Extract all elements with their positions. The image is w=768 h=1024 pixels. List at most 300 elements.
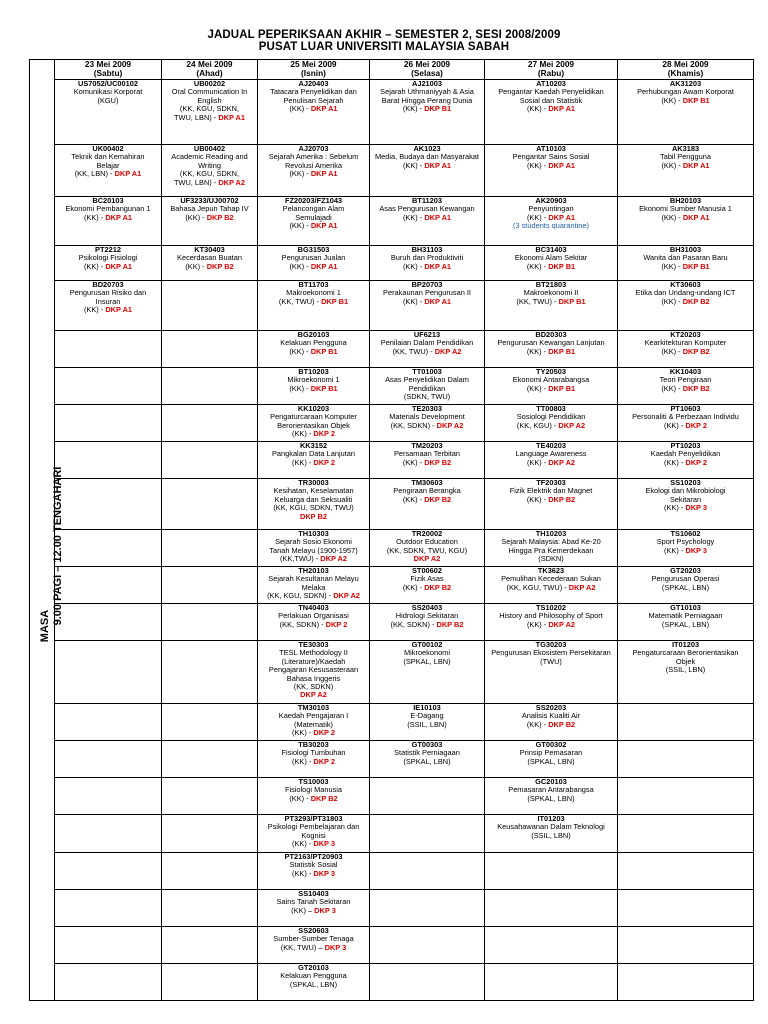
venue-badge: DKP A1 — [105, 261, 133, 271]
exam-entry — [258, 246, 370, 281]
centre-list: (KK) - — [289, 221, 311, 231]
course-line: Language Awareness — [515, 449, 587, 459]
centre-list: (KK) - — [83, 261, 106, 271]
course-line: Bahasa Jepun Tahap IV — [170, 204, 249, 214]
course-line: Statistik Sosial — [289, 860, 338, 870]
empty-cell — [162, 530, 258, 567]
course-line: Sosial dan Statistik — [519, 95, 583, 105]
course-line: (SDKN, TWU) — [403, 392, 451, 402]
exam-entry — [258, 741, 370, 778]
centre-list: (KK) - — [661, 346, 683, 356]
venue-line — [258, 621, 369, 629]
course-line: Psikologi Fisiologi — [78, 253, 138, 263]
venue-badge: DKP A2 — [436, 420, 464, 430]
venue-badge: DKP 2 — [313, 728, 335, 738]
venue-badge: DKP A2 — [320, 554, 347, 564]
exam-entry — [55, 145, 162, 197]
venue-line — [618, 385, 753, 393]
course-code: TE20303 — [412, 404, 442, 413]
venue-badge: DKP B2 — [682, 383, 710, 393]
course-line: (SPKAL, LBN) — [527, 756, 575, 766]
course-line: Sejarah Kesultanan Melayu — [268, 574, 359, 584]
venue-badge: DKP B2 — [206, 261, 234, 271]
course-code: TS10003 — [298, 777, 329, 786]
venue-badge: DKP A2 — [333, 591, 360, 601]
exam-entry — [258, 80, 370, 145]
venue-line — [258, 729, 369, 737]
course-line: Pemasaran Antarabangsa — [508, 785, 594, 795]
exam-entry — [485, 197, 618, 246]
course-line: Pengaturcaraan Berorientasikan — [632, 648, 739, 658]
table-row — [30, 281, 754, 331]
exam-entry — [485, 145, 618, 197]
day-date: 27 Mei 2009 — [527, 59, 575, 69]
table-row — [30, 741, 754, 778]
exam-entry — [370, 530, 485, 567]
venue-badge: DKP 3 — [324, 942, 347, 952]
course-line: (KK, KGU, SDKN, TWU) — [273, 503, 354, 513]
course-line: Ekonomi Antarabangsa — [512, 375, 590, 385]
empty-cell — [618, 890, 754, 927]
day-date: 28 Mei 2009 — [662, 59, 709, 69]
course-line: Sains Tanah Sekitaran — [276, 897, 351, 907]
centre-list: (KK) - — [185, 261, 207, 271]
exam-entry — [370, 479, 485, 530]
exam-entry — [485, 331, 618, 368]
exam-entry — [370, 145, 485, 197]
course-line: Berorientasikan Objek — [277, 420, 350, 430]
course-code: BG20103 — [297, 330, 330, 339]
exam-entry — [258, 368, 370, 405]
centre-list: (KK) - — [526, 619, 549, 629]
course-line: Psikologi Pembelajaran dan — [267, 822, 360, 832]
course-line: Mikroekonomi — [403, 648, 450, 658]
course-code: PT10603 — [670, 404, 701, 413]
venue-line — [370, 214, 484, 222]
course-line: (SDKN) — [538, 554, 564, 564]
venue-badge: DKP A1 — [682, 160, 710, 170]
course-line: Penilaian Dalam Pendidikan — [380, 338, 474, 348]
venue-line — [55, 214, 161, 222]
venue-badge: DKP B1 — [548, 261, 576, 271]
empty-cell — [370, 927, 485, 964]
exam-entry — [258, 281, 370, 331]
course-code: AK20903 — [535, 196, 567, 205]
course-code: PT10203 — [670, 441, 701, 450]
course-code: GC20103 — [535, 777, 567, 786]
course-line: Fisiologi Tumbuhan — [281, 748, 346, 758]
exam-entry — [55, 246, 162, 281]
course-line: English — [197, 95, 222, 105]
course-line: Matematik Perniagaan — [648, 611, 723, 621]
course-code: AJ21003 — [412, 79, 442, 88]
course-line: Asas Penyelidikan Dalam — [385, 375, 469, 385]
course-code: AT10203 — [536, 79, 566, 88]
course-code: KT30603 — [670, 280, 701, 289]
course-line: Melaka — [301, 582, 326, 592]
day-name: (Sabtu) — [93, 68, 123, 78]
course-line: Pengaturcaraan Komputer — [270, 412, 357, 422]
course-line: Pengantar Sains Sosial — [512, 152, 590, 162]
course-line: Prinsip Pemasaran — [519, 748, 583, 758]
empty-cell — [55, 641, 162, 704]
course-line: Fizik Elektrik dan Magnet — [509, 486, 593, 496]
course-code: SS10203 — [670, 478, 701, 487]
course-code: BG31503 — [297, 245, 330, 254]
course-code: TM30103 — [297, 703, 330, 712]
empty-cell — [162, 927, 258, 964]
venue-line — [162, 179, 257, 187]
exam-entry — [370, 442, 485, 479]
course-code: KT30403 — [194, 245, 225, 254]
course-line: Writing — [198, 160, 221, 170]
course-code: TH10203 — [535, 529, 567, 538]
centre-list: (KK) - — [292, 756, 314, 766]
venue-badge: DKP 3 — [685, 503, 707, 513]
empty-cell — [162, 815, 258, 853]
venue-badge: DKP B2 — [424, 582, 452, 592]
course-code: TT00803 — [536, 404, 566, 413]
course-code: BH20103 — [669, 196, 702, 205]
venue-badge: DKP A1 — [682, 212, 710, 222]
exam-entry — [485, 604, 618, 641]
course-line: Ekologi dan Mikrobiologi — [645, 486, 726, 496]
venue-badge: DKP A1 — [424, 212, 452, 222]
exam-entry — [618, 368, 754, 405]
venue-line — [618, 504, 753, 512]
course-code: AK1023 — [413, 144, 441, 153]
venue-line — [258, 592, 369, 600]
empty-cell — [55, 890, 162, 927]
course-line: Pengurusan Kewangan Lanjutan — [497, 338, 605, 348]
course-code: TS10202 — [536, 603, 566, 612]
course-code: IE10103 — [413, 703, 441, 712]
venue-line — [162, 214, 257, 222]
course-line: Tanah Melayu (1900-1957) — [269, 545, 358, 555]
empty-cell — [485, 890, 618, 927]
course-code: IT01203 — [671, 640, 700, 649]
centre-list: (KK, TWU) - — [278, 296, 322, 306]
exam-entry — [55, 281, 162, 331]
course-line: Keluarga dan Seksualiti — [274, 494, 353, 504]
exam-entry — [370, 368, 485, 405]
course-code: GT20103 — [298, 963, 329, 972]
course-code: UB00402 — [193, 144, 226, 153]
course-code: TN40403 — [298, 603, 329, 612]
day-name: (Khamis) — [667, 68, 704, 78]
venue-line — [618, 162, 753, 170]
course-code: TR20002 — [411, 529, 443, 538]
course-code: TM30603 — [411, 478, 443, 487]
venue-line — [258, 795, 369, 803]
venue-line — [618, 547, 753, 555]
venue-badge: DKP B2 — [548, 719, 576, 729]
table-row — [30, 331, 754, 368]
venue-line — [258, 944, 369, 952]
exam-schedule-table — [29, 59, 754, 1001]
centre-list: (KK, TWU) - — [516, 296, 559, 306]
course-code: KK10403 — [669, 367, 702, 376]
centre-list: (KK) - — [526, 160, 549, 170]
venue-line — [370, 496, 484, 504]
empty-cell — [55, 530, 162, 567]
empty-cell — [162, 964, 258, 1001]
table-row — [30, 853, 754, 890]
course-line: (SSIL, LBN) — [407, 719, 447, 729]
table-row — [30, 442, 754, 479]
exam-entry — [258, 530, 370, 567]
exam-entry — [618, 145, 754, 197]
exam-entry — [55, 80, 162, 145]
course-code: TH10303 — [298, 529, 329, 538]
centre-list: (KK) - — [664, 503, 686, 513]
venue-line — [485, 348, 617, 356]
empty-cell — [162, 704, 258, 741]
exam-entry — [258, 815, 370, 853]
venue-badge: DKP 2 — [313, 429, 335, 439]
venue-line — [258, 758, 369, 766]
venue-badge: DKP B2 — [424, 494, 452, 504]
empty-cell — [618, 778, 754, 815]
centre-list: (KK) - — [289, 261, 311, 271]
empty-cell — [55, 778, 162, 815]
course-line: Analisis Kualiti Air — [521, 711, 581, 721]
course-line: Pengurusan Risiko dan — [69, 288, 147, 298]
centre-list: (KK,TWU) - — [280, 554, 321, 564]
course-line: Tabil Pengguna — [660, 152, 711, 162]
course-code: KK10203 — [297, 404, 330, 413]
day-header — [162, 60, 258, 80]
table-row — [30, 604, 754, 641]
empty-cell — [162, 778, 258, 815]
venue-badge: DKP A1 — [310, 261, 338, 271]
day-header — [258, 60, 370, 80]
exam-entry — [258, 567, 370, 604]
table-row — [30, 704, 754, 741]
empty-cell — [55, 567, 162, 604]
venue-badge: DKP B1 — [310, 346, 338, 356]
empty-cell — [162, 604, 258, 641]
table-row — [30, 80, 754, 145]
course-code: BH31103 — [411, 245, 443, 254]
course-line: Pangkalan Data Lanjutan — [271, 449, 355, 459]
venue-line — [485, 721, 617, 729]
venue-line — [258, 840, 369, 848]
exam-entry — [485, 641, 618, 704]
course-code: UF6213 — [413, 330, 441, 339]
course-line: Semulajadi — [295, 212, 332, 222]
table-row — [30, 197, 754, 246]
course-code: AK31203 — [669, 79, 702, 88]
centre-list: (KK) - — [83, 212, 106, 222]
centre-list: (KK) - — [661, 296, 683, 306]
venue-line — [618, 214, 753, 222]
venue-badge: DKP 2 — [685, 420, 707, 430]
empty-cell — [618, 704, 754, 741]
course-code: SS10403 — [298, 889, 329, 898]
venue-line — [370, 459, 484, 467]
empty-cell — [162, 853, 258, 890]
table-row — [30, 479, 754, 530]
centre-list: (KK) - — [402, 104, 425, 114]
course-line: (KK, SDKN, TWU, KGU) — [386, 545, 468, 555]
empty-cell — [370, 815, 485, 853]
day-header — [370, 60, 485, 80]
centre-list: (KK) - — [526, 261, 549, 271]
course-code: SS20603 — [298, 926, 329, 935]
venue-badge: DKP A1 — [424, 296, 452, 306]
venue-badge: DKP B2 — [300, 511, 327, 521]
exam-entry — [618, 281, 754, 331]
course-code: BH31003 — [669, 245, 702, 254]
day-name: (Rabu) — [537, 68, 565, 78]
venue-line — [485, 105, 617, 113]
centre-list: (KK) - — [289, 104, 311, 114]
day-name: (Selasa) — [411, 68, 443, 78]
course-line: Sejarah Amerika : Sebelum — [268, 152, 359, 162]
venue-badge: DKP 2 — [313, 457, 335, 467]
course-line: Pengantar Kaedah Penyelidikan — [498, 87, 604, 97]
course-code: GT00303 — [411, 740, 443, 749]
course-code: BT10203 — [298, 367, 329, 376]
course-line: Kelakuan Pengguna — [280, 338, 347, 348]
course-line: Sejarah Uthmaniyyah & Asia — [380, 87, 474, 97]
course-line: Persamaan Terbitan — [393, 449, 460, 459]
course-code: AJ20703 — [298, 144, 329, 153]
centre-list: (KK) - — [526, 212, 549, 222]
course-line: Fisiologi Manusia — [284, 785, 343, 795]
course-line: Mikroekonomi 1 — [287, 375, 340, 385]
venue-line — [485, 263, 617, 271]
course-line: Kecerdasan Buatan — [177, 253, 242, 263]
exam-entry — [258, 890, 370, 927]
exam-entry — [370, 80, 485, 145]
exam-entry — [618, 246, 754, 281]
venue-badge: DKP A1 — [310, 221, 338, 231]
venue-line — [485, 584, 617, 592]
centre-list: (KK, SDKN) - — [390, 420, 437, 430]
course-line: Oral Communication In — [171, 87, 248, 97]
course-line: (SPKAL, LBN) — [403, 656, 451, 666]
centre-list: (KK) - — [292, 457, 314, 467]
table-row — [30, 567, 754, 604]
day-date: 23 Mei 2009 — [84, 59, 132, 69]
centre-list: (KK) - — [402, 457, 425, 467]
exam-entry — [258, 704, 370, 741]
exam-entry — [370, 197, 485, 246]
centre-list: (KK) - — [526, 104, 549, 114]
course-line: Kelakuan Pengguna — [280, 971, 347, 981]
empty-cell — [618, 927, 754, 964]
course-line: Sekitaran — [669, 494, 702, 504]
centre-list: (KK) - — [526, 494, 549, 504]
venue-line — [370, 162, 484, 170]
course-line: Barat Hingga Perang Dunia — [381, 95, 473, 105]
centre-list: (KK) - — [661, 261, 683, 271]
course-line: Hidrologi Sekitaran — [395, 611, 459, 621]
venue-badge: DKP B2 — [682, 296, 710, 306]
empty-cell — [618, 741, 754, 778]
venue-badge: DKP 3 — [685, 545, 707, 555]
centre-list: (KK) - — [526, 457, 549, 467]
page-title-line2: PUSAT LUAR UNIVERSITI MALAYSIA SABAH — [258, 41, 510, 53]
course-code: BT21803 — [535, 280, 567, 289]
side-label-cell — [30, 60, 64, 1001]
course-line: (KK, KGU, SDKN, — [179, 169, 240, 179]
centre-list: (KK) - — [402, 582, 425, 592]
venue-badge: DKP A2 — [548, 619, 576, 629]
course-code: BC20103 — [92, 196, 124, 205]
empty-cell — [55, 815, 162, 853]
exam-entry — [258, 604, 370, 641]
centre-list: (KK, LBN) - — [74, 169, 115, 179]
empty-cell — [162, 890, 258, 927]
exam-entry — [618, 442, 754, 479]
empty-cell — [55, 405, 162, 442]
venue-badge: DKP B1 — [558, 296, 586, 306]
centre-list: (KK, TWU) – — [280, 942, 325, 952]
course-code: TB30203 — [298, 740, 329, 749]
course-code: UB00202 — [193, 79, 226, 88]
centre-list: (KK) - — [83, 305, 106, 315]
course-code: TT01003 — [412, 367, 442, 376]
venue-line — [258, 263, 369, 271]
course-line: Objek — [675, 656, 696, 666]
venue-badge: DKP B1 — [548, 346, 576, 356]
centre-list: (KK) - — [402, 261, 425, 271]
venue-badge: DKP A1 — [548, 104, 576, 114]
venue-line — [485, 385, 617, 393]
centre-list: (KK) - — [289, 383, 311, 393]
empty-cell — [162, 331, 258, 368]
table-row — [30, 145, 754, 197]
venue-badge: DKP A1 — [548, 212, 576, 222]
course-line: Pengurusan Operasi — [651, 574, 720, 584]
table-row — [30, 530, 754, 567]
course-line: Fizik Asas — [410, 574, 444, 584]
course-line: Bahasa Inggeris — [286, 673, 341, 683]
course-line: Personaliti & Perbezaan Individu — [632, 412, 739, 422]
course-code: PT2212 — [95, 245, 121, 254]
centre-list: (KK, SDKN) - — [390, 619, 437, 629]
table-row — [30, 405, 754, 442]
venue-badge: DKP A1 — [218, 112, 246, 122]
venue-line — [370, 263, 484, 271]
day-date: 24 Mei 2009 — [186, 59, 233, 69]
exam-entry — [618, 479, 754, 530]
exam-entry — [485, 405, 618, 442]
exam-entry — [370, 246, 485, 281]
course-line: Penulisan Sejarah — [283, 95, 344, 105]
centre-list: (KK) – — [291, 905, 315, 915]
course-code: UK00402 — [92, 144, 124, 153]
course-line: Ekonomi Sumber Manusia 1 — [639, 204, 732, 214]
course-line: (KGU) — [97, 95, 119, 105]
venue-line — [485, 162, 617, 170]
course-code: PT2163/PT20903 — [284, 852, 343, 861]
course-code: KT20203 — [670, 330, 701, 339]
centre-list: (KK) - — [526, 346, 549, 356]
note-text: (3 students quarantine) — [512, 221, 589, 231]
course-code: UF3233/UJ00702 — [180, 196, 239, 205]
centre-list: (KK) - — [402, 160, 425, 170]
course-code: BT11203 — [412, 196, 442, 205]
course-code: GT20203 — [670, 566, 701, 575]
course-line: Sejarah Malaysia: Abad Ke-20 — [501, 537, 601, 547]
exam-entry — [162, 197, 258, 246]
venue-badge: DKP B1 — [310, 383, 338, 393]
venue-line — [370, 621, 484, 629]
